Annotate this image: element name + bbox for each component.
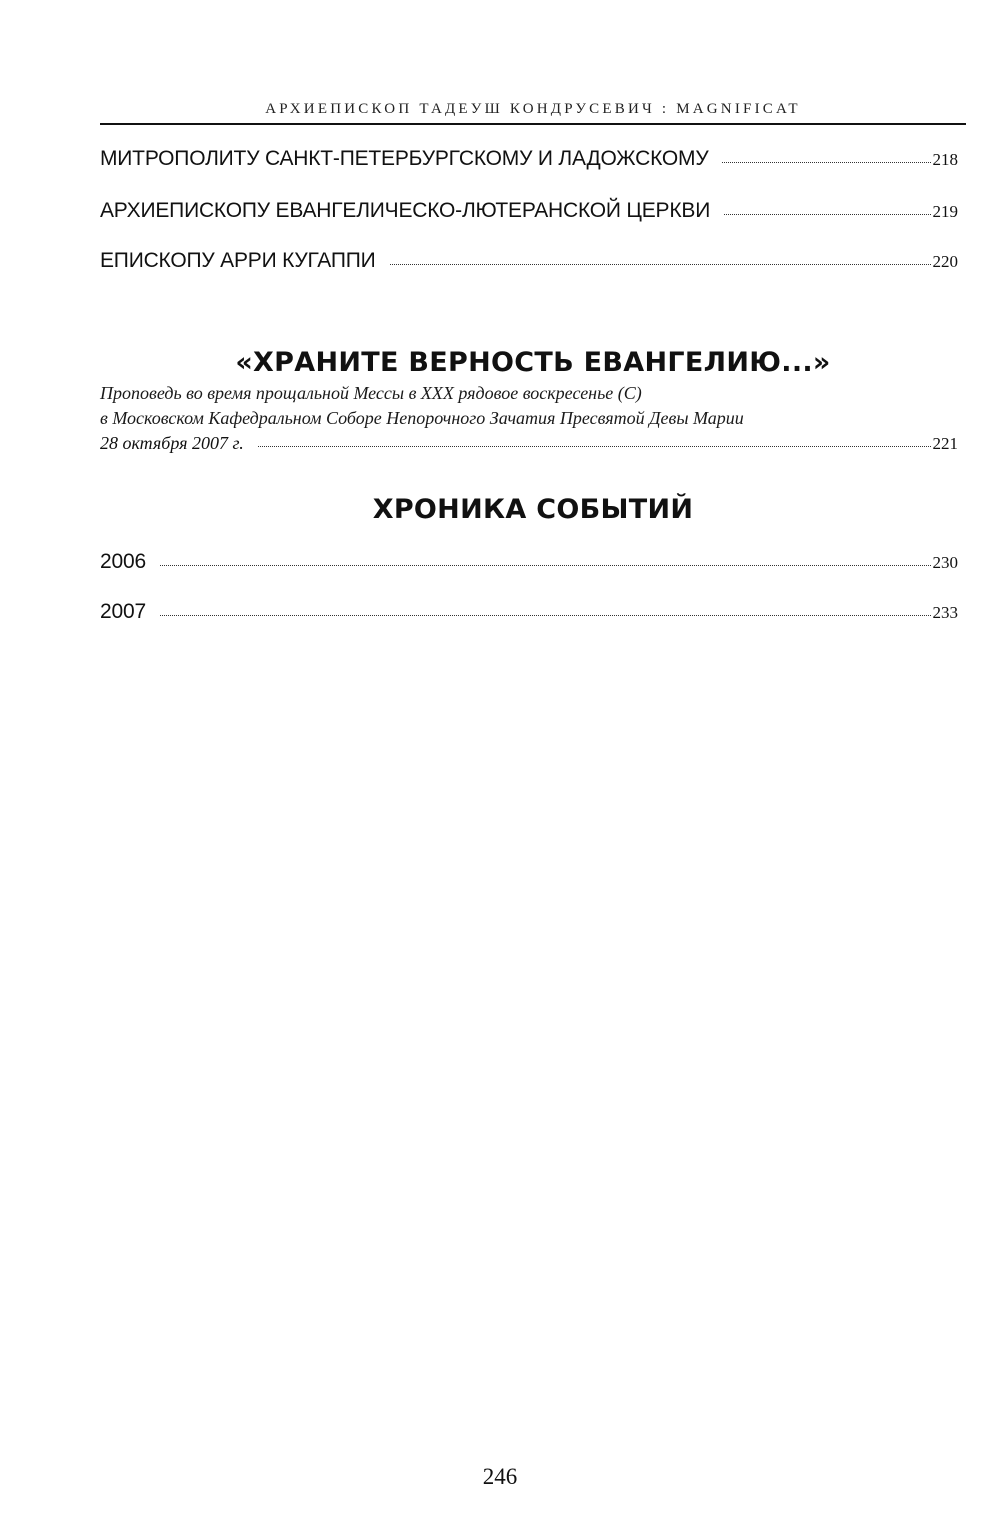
toc-entry[interactable] — [100, 600, 958, 624]
toc-entry[interactable] — [100, 249, 958, 273]
toc-entry-page: 233 — [932, 603, 958, 622]
running-header: АРХИЕПИСКОП ТАДЕУШ КОНДРУСЕВИЧ : MAGNIFICAT — [265, 101, 801, 117]
page-number: 246 — [482, 1464, 518, 1489]
dot-leader — [160, 565, 931, 566]
toc-entry-page: 230 — [932, 553, 958, 572]
dot-leader — [160, 615, 931, 616]
toc-entry-title: 2007 — [100, 600, 146, 623]
header-rule — [100, 123, 966, 125]
section-title: «ХРАНИТЕ ВЕРНОСТЬ ЕВАНГЕЛИЮ...» — [235, 347, 831, 378]
toc-entry-title: 2006 — [100, 550, 146, 573]
sermon-description-line: в Московском Кафедральном Соборе Непорочного Зачатия Пресвятой Девы Марии — [100, 408, 744, 428]
section-title: ХРОНИКА СОБЫТИЙ — [372, 494, 694, 525]
toc-entry-page: 220 — [932, 252, 958, 271]
toc-entry-page: 221 — [932, 434, 958, 453]
sermon-date: 28 октября 2007 г. — [100, 433, 244, 453]
toc-entry-title: АРХИЕПИСКОПУ ЕВАНГЕЛИЧЕСКО-ЛЮТЕРАНСКОЙ ЦЕРКВИ — [100, 199, 711, 222]
dot-leader — [722, 162, 930, 163]
sermon-description-line: Проповедь во время прощальной Мессы в XXX рядовое воскресенье (С) — [100, 383, 642, 403]
toc-entry-title: МИТРОПОЛИТУ САНКТ-ПЕТЕРБУРГСКОМУ И ЛАДОЖСКОМУ — [100, 147, 709, 170]
dot-leader — [724, 214, 930, 215]
toc-entry-page: 218 — [932, 150, 958, 169]
toc-entry[interactable] — [100, 550, 958, 574]
toc-entry[interactable] — [100, 199, 958, 223]
toc-entry-page: 219 — [932, 202, 958, 221]
dot-leader — [258, 446, 931, 447]
toc-entry-title: ЕПИСКОПУ АРРИ КУГАППИ — [100, 249, 376, 272]
toc-entry[interactable] — [100, 147, 958, 171]
toc-entry[interactable] — [100, 433, 958, 454]
dot-leader — [390, 264, 931, 265]
